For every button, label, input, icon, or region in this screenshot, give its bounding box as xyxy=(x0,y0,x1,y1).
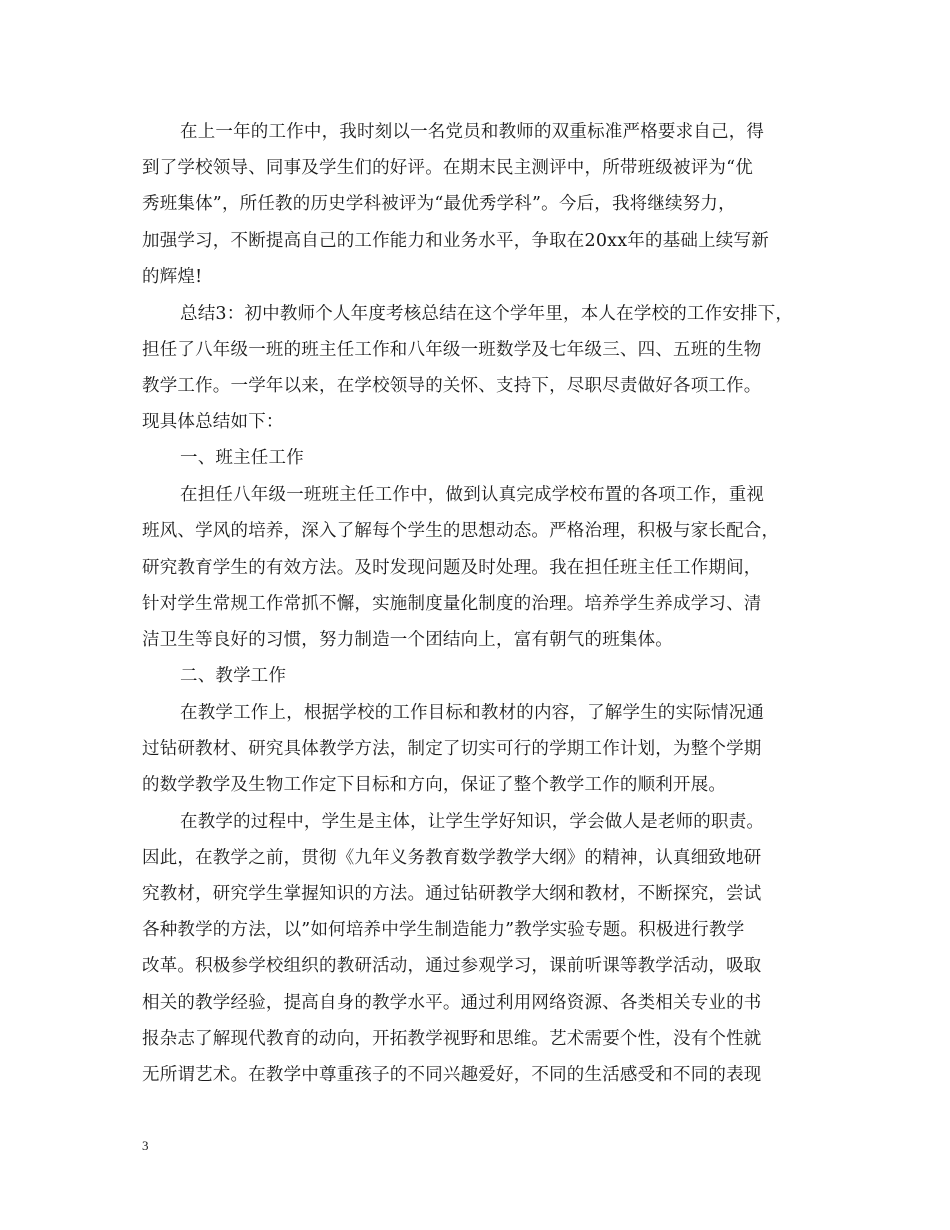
page-number: 3 xyxy=(142,1138,149,1153)
text-line: 相关的教学经验，提高自身的教学水平。通过利用网络资源、各类相关专业的书 xyxy=(142,993,762,1013)
text-line: 担任了八年级一班的班主任工作和八年级一班数学及七年级三、四、五班的生物 xyxy=(142,340,762,360)
text-line: 因此，在教学之前，贯彻《九年义务教育数学教学大纲》的精神，认真细致地研 xyxy=(142,848,762,868)
paragraph-first-line: 一、班主任工作 xyxy=(180,448,304,468)
text-line: 研究教育学生的有效方法。及时发现问题及时处理。我在担任班主任工作期间， xyxy=(142,558,762,578)
paragraph-first-line: 在教学的过程中，学生是主体，让学生学好知识，学会做人是老师的职责。 xyxy=(180,812,765,832)
text-line: 各种教学的方法，以”如何培养中学生制造能力”教学实验专题。积极进行教学 xyxy=(142,920,745,940)
text-line: 秀班集体”，所任教的历史学科被评为“最优秀学科”。今后，我将继续努力， xyxy=(142,194,736,214)
text-line: 无所谓艺术。在教学中尊重孩子的不同兴趣爱好，不同的生活感受和不同的表现 xyxy=(142,1065,762,1085)
text-line: 针对学生常规工作常抓不懈，实施制度量化制度的治理。培养学生养成学习、清 xyxy=(142,594,762,614)
text-line: 到了学校领导、同事及学生们的好评。在期末民主测评中，所带班级被评为“优 xyxy=(142,158,753,178)
text-line: 教学工作。一学年以来，在学校领导的关怀、支持下，尽职尽责做好各项工作。 xyxy=(142,376,762,396)
text-line: 现具体总结如下： xyxy=(142,412,284,432)
text-line: 过钻研教材、研究具体教学方法，制定了切实可行的学期工作计划，为整个学期 xyxy=(142,739,762,759)
paragraph-first-line: 总结3：初中教师个人年度考核总结在这个学年里，本人在学校的工作安排下， xyxy=(180,304,794,324)
text-line: 究教材，研究学生掌握知识的方法。通过钻研教学大纲和教材，不断探究，尝试 xyxy=(142,884,762,904)
text-line: 的辉煌! xyxy=(142,267,203,287)
text-line: 洁卫生等良好的习惯，努力制造一个团结向上，富有朝气的班集体。 xyxy=(142,630,673,650)
paragraph-first-line: 在担任八年级一班班主任工作中，做到认真完成学校布置的各项工作，重视 xyxy=(180,485,765,505)
paragraph-first-line: 二、教学工作 xyxy=(180,666,287,686)
text-line: 改革。积极参学校组织的教研活动，通过参观学习，课前听课等教学活动，吸取 xyxy=(142,956,762,976)
text-line: 的数学教学及生物工作定下目标和方向，保证了整个教学工作的顺利开展。 xyxy=(142,775,727,795)
text-line: 报杂志了解现代教育的动向，开拓教学视野和思维。艺术需要个性，没有个性就 xyxy=(142,1029,762,1049)
paragraph-first-line: 在教学工作上，根据学校的工作目标和教材的内容，了解学生的实际情况通 xyxy=(180,703,765,723)
paragraph-first-line: 在上一年的工作中，我时刻以一名党员和教师的双重标准严格要求自己，得 xyxy=(180,122,765,142)
text-line: 加强学习，不断提高自己的工作能力和业务水平，争取在20xx年的基础上续写新 xyxy=(142,231,769,251)
text-line: 班风、学风的培养，深入了解每个学生的思想动态。严格治理，积极与家长配合， xyxy=(142,521,780,541)
